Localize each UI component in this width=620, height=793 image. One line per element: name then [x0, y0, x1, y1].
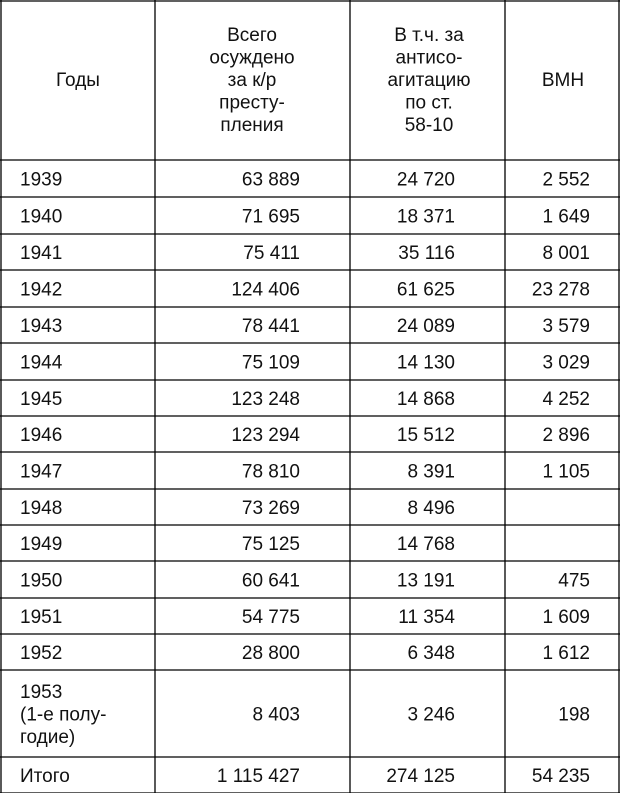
row-14-year-line1: (1-е полу-: [20, 704, 107, 726]
row-3-year-line0: 1942: [20, 279, 63, 301]
row-5-vmn: 3 029: [542, 352, 590, 374]
header-col1-line3: престу-: [219, 92, 285, 114]
row-6-vmn: 4 252: [542, 389, 590, 410]
row-7-total: 123 294: [231, 425, 300, 446]
row-13-year-line0: 1952: [20, 643, 63, 664]
row-11-total: 60 641: [241, 570, 300, 592]
row-3-total: 124 406: [231, 279, 300, 301]
row-10-year-line0: 1949: [20, 534, 63, 555]
row-12-year-line0: 1951: [20, 607, 63, 628]
row-1-year-line0: 1940: [20, 206, 63, 228]
row-8-year-line0: 1947: [20, 461, 63, 483]
row-4-year-line0: 1943: [20, 316, 63, 337]
header-col2-line3: по ст.: [405, 92, 453, 114]
row-0-year-line0: 1939: [20, 169, 63, 191]
row-2-year-line0: 1941: [20, 243, 63, 264]
row-0-vmn: 2 552: [542, 169, 590, 191]
row-0-total: 63 889: [241, 169, 300, 191]
row-10-total: 75 125: [241, 534, 300, 555]
header-col2-line4: 58-10: [404, 115, 454, 136]
header-col0-line0: Годы: [56, 70, 100, 91]
row-6-total: 123 248: [231, 389, 300, 410]
row-1-total: 71 695: [241, 206, 300, 228]
row-2-agitation: 35 116: [398, 243, 455, 264]
row-14-year-line0: 1953: [20, 682, 63, 703]
row-13-total: 28 800: [241, 643, 300, 664]
row-2-vmn: 8 001: [542, 243, 590, 264]
row-14-vmn: 198: [558, 704, 590, 726]
row-15-total: 1 115 427: [216, 766, 300, 787]
row-15-year-line0: Итого: [20, 766, 70, 787]
row-4-vmn: 3 579: [542, 316, 590, 337]
row-5-agitation: 14 130: [396, 352, 455, 374]
row-1-agitation: 18 371: [396, 206, 455, 228]
row-5-year-line0: 1944: [20, 352, 63, 374]
row-0-agitation: 24 720: [396, 169, 455, 191]
row-14-year-line2: годие): [20, 727, 76, 748]
row-9-year-line0: 1948: [20, 498, 63, 519]
row-7-agitation: 15 512: [396, 425, 455, 446]
row-9-total: 73 269: [241, 498, 300, 519]
row-10-agitation: 14 768: [396, 534, 455, 555]
row-3-vmn: 23 278: [531, 279, 590, 301]
row-15-vmn: 54 235: [531, 766, 590, 787]
header-col2-line1: антисо-: [395, 47, 463, 69]
row-9-agitation: 8 496: [407, 498, 455, 519]
row-1-vmn: 1 649: [542, 206, 590, 228]
row-5-total: 75 109: [241, 352, 300, 374]
row-4-agitation: 24 089: [396, 316, 455, 337]
row-8-total: 78 810: [241, 461, 300, 483]
row-6-agitation: 14 868: [396, 389, 455, 410]
row-7-vmn: 2 896: [542, 425, 590, 446]
header-col1-line1: осуждено: [209, 47, 295, 69]
row-15-agitation: 274 125: [386, 766, 455, 787]
header-col1-line4: пления: [220, 115, 284, 136]
row-12-vmn: 1 609: [542, 607, 590, 628]
header-col2-line0: В т.ч. за: [394, 25, 464, 46]
row-2-total: 75 411: [243, 243, 300, 264]
row-11-vmn: 475: [558, 570, 590, 592]
header-col1-line2: за к/р: [227, 70, 277, 91]
row-12-agitation: 11 354: [398, 607, 455, 628]
row-6-year-line0: 1945: [20, 389, 63, 410]
row-11-agitation: 13 191: [396, 570, 455, 592]
row-3-agitation: 61 625: [396, 279, 455, 301]
row-13-agitation: 6 348: [407, 643, 455, 664]
row-14-agitation: 3 246: [407, 704, 455, 726]
header-col1-line0: Всего: [227, 25, 277, 46]
row-7-year-line0: 1946: [20, 425, 63, 446]
row-4-total: 78 441: [241, 316, 300, 337]
row-13-vmn: 1 612: [542, 643, 590, 664]
header-col3-line0: ВМН: [541, 70, 585, 91]
header-col2-line2: агитацию: [387, 70, 471, 91]
row-14-total: 8 403: [252, 704, 300, 726]
row-8-agitation: 8 391: [407, 461, 455, 483]
row-12-total: 54 775: [241, 607, 300, 628]
row-11-year-line0: 1950: [20, 570, 63, 592]
row-8-vmn: 1 105: [542, 461, 590, 483]
